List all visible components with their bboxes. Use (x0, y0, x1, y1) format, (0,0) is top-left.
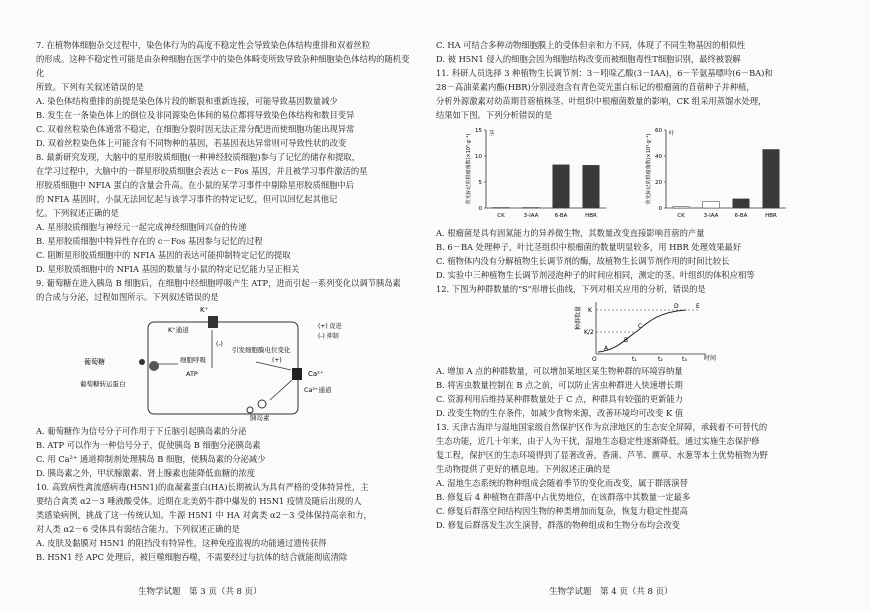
chart-0-bar-3 (583, 165, 600, 208)
rhizobia-charts (436, 124, 836, 224)
s-t1: t₁ (632, 356, 637, 362)
q13-stem-3: 复工程，保护区的生态环境得到了显著改善，香蒲、芦苇、藨草、水葱等本土优势植物为野 (436, 450, 768, 460)
chart-0-bar-2 (553, 165, 570, 208)
k-label: K⁺ (200, 306, 209, 314)
rhizobia-chart-svg (436, 124, 836, 224)
s-point-c: C (638, 323, 643, 330)
chart-1-bar-3 (763, 150, 780, 209)
q8-stem-1: 8. 最新研究发现，大脑中的星形胶质细胞(一种神经胶质细胞)参与了记忆的储存和提取， (36, 152, 361, 162)
s-curve (598, 310, 686, 352)
q10-stem-3: 类感染病例，挑战了这一传统认知。牛源 H5N1 中 HA 对禽类 α2－3 受体保持高亲和力， (36, 510, 372, 520)
q10-option-d: D. 被 H5N1 侵入的细胞会因为细胞结构改变而被细胞毒性T细胞识别，最终被裂解 (436, 54, 741, 64)
q9-option-a: A. 葡萄糖作为信号分子可作用于下丘脑引起胰岛素的分泌 (36, 426, 247, 436)
chart-1-ytick-label-3: 60 (655, 128, 662, 134)
q9-option-c: C. 用 Ca²⁺ 通道抑制剂处理胰岛 B 细胞，使胰岛素的分泌减少 (36, 454, 266, 464)
right-column (436, 38, 836, 532)
chart-0-ytick-label-3: 15 (475, 128, 482, 134)
ca-channel-shape (292, 368, 302, 380)
transporter-shape (149, 361, 159, 371)
atp-label: ATP (186, 370, 198, 378)
s-k2-label: K/2 (584, 329, 594, 336)
q8-option-c: C. 阻断星形胶质细胞中的 NFIA 基因的表达可能抑制特定记忆的提取 (36, 250, 291, 260)
s-point-a: A (604, 345, 609, 352)
s-point-b: B (624, 337, 629, 344)
s-xlabel: 时间 (704, 355, 717, 362)
q9-option-b: B. ATP 可以作为一种信号分子，促使胰岛 B 细胞分泌胰岛素 (36, 440, 261, 450)
ca-channel-label: Ca²⁺通道 (304, 386, 332, 394)
chart-0-ytick-label-2: 10 (475, 154, 482, 160)
q11-stem-2: 28－高油菜素内酯(HBR)分别浸泡含有青色荧光蛋白标记的根瘤菌的苜蓿种子并种植， (436, 82, 755, 92)
q8-option-b: B. 星形胶质细胞中特异性存在的 c－Fos 基因参与记忆的过程 (36, 236, 263, 246)
beta-cell-svg (36, 306, 416, 422)
legend-promote: (+) 促进 (318, 323, 342, 330)
q11-stem-3: 分析外源激素对幼苗期苜蓿植株茎、叶组织中根瘤菌数量的影响，CK 组采用蒸馏水处理， (436, 96, 767, 106)
question-11 (436, 66, 836, 282)
q8-stem-4: 的 NFIA 基因时，小鼠无法回忆起与该学习事件的特定记忆，但可以回忆起其他记 (36, 194, 338, 204)
chart-1-category-2: 6-BA (734, 213, 748, 219)
vesicle-1 (258, 400, 266, 408)
q10-stem-4: 对人类 α2－6 受体具有弱结合能力。下列叙述正确的是 (36, 524, 240, 534)
q12-option-b: B. 将害虫数量控制在 B 点之前，可以防止害虫种群进入快速增长期 (436, 380, 683, 390)
chart-1-category-3: HBR (765, 213, 777, 219)
insulin-label: 胰岛素 (250, 414, 270, 422)
chart-0-category-1: 3-IAA (523, 213, 539, 219)
chart-1-ytick-label-0: 0 (658, 206, 662, 212)
minus-label: (-) (216, 341, 223, 348)
chart-0-panel-label: 茎 (489, 131, 495, 137)
q11-stem-1: 11. 科研人员选择 3 种植物生长调节剂：3－吲哚乙酸(3－IAA)，6－苄氨基嘌呤(6－BA)和 (436, 68, 773, 78)
q9-stem-1: 9. 葡萄糖在进入胰岛 B 细胞后，在细胞中经细胞呼吸产生 ATP，进而引起一系列变化以调节胰岛素 (36, 278, 401, 288)
plus-label: (+) (272, 357, 282, 364)
left-column (36, 38, 416, 564)
q12-stem-1: 12. 下图为种群数量的"S"形增长曲线，下列对相关应用的分析，错误的是 (436, 284, 706, 294)
question-8 (36, 150, 416, 276)
q13-stem-2: 生态功能，近几十年来，由于人为干扰，湿地生态稳定性逐渐降低。通过实施生态保护修 (436, 436, 760, 446)
q13-option-a: A. 湿地生态系统的物种组成会随着季节的变化而改变，属于群落演替 (436, 478, 688, 488)
q12-option-d: D. 改变生物的生存条件，如减少食物来源，改善环境均可改变 K 值 (436, 408, 684, 418)
q12-option-c: C. 资源利用后维持某种群数量处于 C 点，种群具有较强的更新能力 (436, 394, 683, 404)
q13-stem-4: 生动物提供了更好的栖息地。下列叙述正确的是 (436, 464, 611, 474)
arrow-ca-insulin (270, 380, 292, 400)
chart-0-bar-0 (493, 207, 510, 208)
glucose-dot (139, 359, 145, 365)
q7-stem-1: 7. 在植物体细胞杂交过程中，染色体行为的高度不稳定性会导致染色体结构重排和双着丝粒 (36, 40, 371, 50)
q11-option-a: A. 根瘤菌是具有固氮能力的异养微生物，其数量改变直接影响苜蓿的产量 (436, 228, 705, 238)
q7-option-d: D. 双着丝粒染色体上可能含有不同物种的基因，若基因表达异常则可导致性状的改变 (36, 138, 347, 148)
footer-right: 生物学试题 第 4 页（共 8 页） (549, 587, 673, 597)
chart-1-category-1: 3-IAA (703, 213, 719, 219)
s-t3: t₃ (682, 356, 687, 362)
q8-stem-3: 形胶质细胞中 NFIA 蛋白的含量会升高。在小鼠的某学习事件中剔除星形胶质细胞中后 (36, 180, 354, 190)
q11-stem-4: 结果如下图。下列分析错误的是 (436, 110, 553, 120)
q11-option-d: D. 实验中三种植物生长调节剂浸泡种子的时间应相同，测定的茎、叶组织的体积应相等 (436, 270, 755, 280)
q10-stem-2: 要结合禽类 α2－3 唾液酸受体。近期在北美奶牛群中爆发的 H5N1 疫情及随后出现的人 (36, 496, 362, 506)
chart-0-category-2: 6-BA (554, 213, 568, 219)
q7-stem-2: 的形成。这种不稳定性可能是由杂种细胞在医学中的染色体畸变所致导致杂种细胞染色体结构的随机变化 (36, 54, 410, 78)
q8-stem-2: 在学习过程中，大脑中的一群星形胶质细胞会表达 c－Fos 基因，并且被学习事件激活的星 (36, 166, 368, 176)
membrane-change-label: 引发细胞膜电位变化 (232, 346, 291, 354)
q10-option-c: C. HA 可结合多种动物细胞膜上的受体但亲和力不同，体现了不同生物基因的相似性 (436, 40, 746, 50)
q11-option-b: B. 6－BA 处理种子，叶比茎组织中根瘤菌的数量明显较多，用 HBR 处理效果最好 (436, 242, 742, 252)
chart-0-category-0: CK (497, 213, 505, 219)
beta-cell-diagram (36, 306, 416, 422)
vesicle-2 (247, 407, 253, 413)
q8-option-a: A. 星形胶质细胞与神经元一起完成神经细胞间兴奋的传递 (36, 222, 247, 232)
q12-option-a: A. 增加 A 点的种群数量，可以增加某地区某生物种群的环境容纳量 (436, 366, 683, 376)
s-k-label: K (588, 307, 592, 314)
q9-stem-2: 的合成与分泌，过程如图所示。下列叙述错误的是 (36, 292, 219, 302)
chart-0-ytick-label-1: 5 (478, 180, 482, 186)
transporter-label: 葡萄糖转运蛋白 (80, 380, 126, 388)
chart-1-ylabel: 荧光标记的根瘤菌数(×10⁵·g⁻¹) (646, 133, 652, 205)
glucose-label: 葡萄糖 (84, 358, 105, 366)
metabolism-label: 细胞呼吸 (180, 356, 206, 364)
k-channel-label: K⁺通道 (168, 326, 189, 334)
footer-left: 生物学试题 第 3 页（共 8 页） (138, 587, 262, 597)
q9-option-d: D. 胰岛素之外，甲状腺激素、肾上腺素也能降低血糖的浓度 (36, 468, 256, 478)
chart-1-bar-0 (673, 207, 690, 208)
q13-option-d: D. 修复后群落发生次生演替，群落的物种组成和生物分布均会改变 (436, 520, 680, 530)
question-10 (36, 480, 416, 564)
q8-stem-5: 忆。下列叙述正确的是 (36, 208, 119, 218)
q11-option-c: C. 植物体内没有分解植物生长调节剂的酶，故植物生长调节剂作用的时间比较长 (436, 256, 730, 266)
question-7 (36, 38, 416, 150)
q13-option-c: C. 修复后群落空间结构因生物的种类增加而复杂，恢复力稳定性提高 (436, 506, 688, 516)
question-9 (36, 276, 416, 480)
question-12 (436, 282, 836, 420)
q10-option-b: B. H5N1 经 APC 处理后，被巨噬细胞吞噬，不需要经过与抗体的结合就能彻底清除 (36, 552, 348, 562)
q7-option-a: A. 染色体结构重排的前提是染色体片段的断裂和重新连接，可能导致基因数量减少 (36, 96, 338, 106)
chart-0-ylabel: 荧光标记的根瘤菌数(×10⁵·g⁻¹) (466, 133, 472, 205)
q7-option-b: B. 发生在一条染色体上的倒位及非同源染色体间的易位都将导致染色体结构和数目变异 (36, 110, 355, 120)
k-channel-shape (208, 316, 218, 328)
q10-option-a: A. 皮肤及黏膜对 H5N1 的阻挡没有特异性，这种免疫监视的功能通过遗传获得 (36, 538, 327, 548)
q7-option-c: C. 双着丝粒染色体通常不稳定，在细胞分裂时因无法正常分配进而使细胞功能出现异常 (36, 124, 355, 134)
s-t2: t₂ (658, 356, 663, 362)
q13-option-b: B. 修复后 4 种植物在群落中占优势地位，在该群落中其数量一定最多 (436, 492, 691, 502)
q13-stem-1: 13. 天津古海岸与湿地国家级自然保护区作为京津地区的生态安全屏障，承载着不可替代的 (436, 422, 768, 432)
chart-1-ytick-label-1: 20 (655, 180, 662, 186)
s-point-d: D (674, 303, 679, 310)
q7-stem-3: 所致。下列有关叙述错误的是 (36, 82, 144, 92)
s-curve-diagram (436, 298, 836, 362)
chart-1-ytick-label-2: 40 (655, 154, 662, 160)
question-13 (436, 420, 836, 532)
q8-option-d: D. 星形胶质细胞中的 NFIA 基因的数量与小鼠的特定记忆能力呈正相关 (36, 264, 300, 274)
chart-1-bar-1 (703, 202, 720, 209)
chart-1-category-0: CK (677, 213, 685, 219)
q10-stem-1: 10. 高致病性禽流感病毒(H5N1)的血凝素蛋白(HA)长期被认为具有严格的受体特异性，主 (36, 482, 369, 492)
chart-0-category-3: HBR (585, 213, 597, 219)
s-origin: O (592, 356, 597, 362)
chart-0-bar-1 (523, 207, 540, 208)
s-curve-svg (436, 298, 836, 362)
chart-1-bar-2 (733, 199, 750, 208)
cell-outline (148, 322, 298, 414)
chart-0-ytick-label-0: 0 (478, 206, 482, 212)
ca-label: Ca²⁺ (308, 370, 324, 378)
legend-inhibit: (-) 抑制 (318, 333, 339, 340)
s-ylabel: 种群数量 (575, 305, 582, 330)
s-point-e: E (696, 303, 700, 310)
chart-1-panel-label: 叶 (669, 131, 675, 137)
